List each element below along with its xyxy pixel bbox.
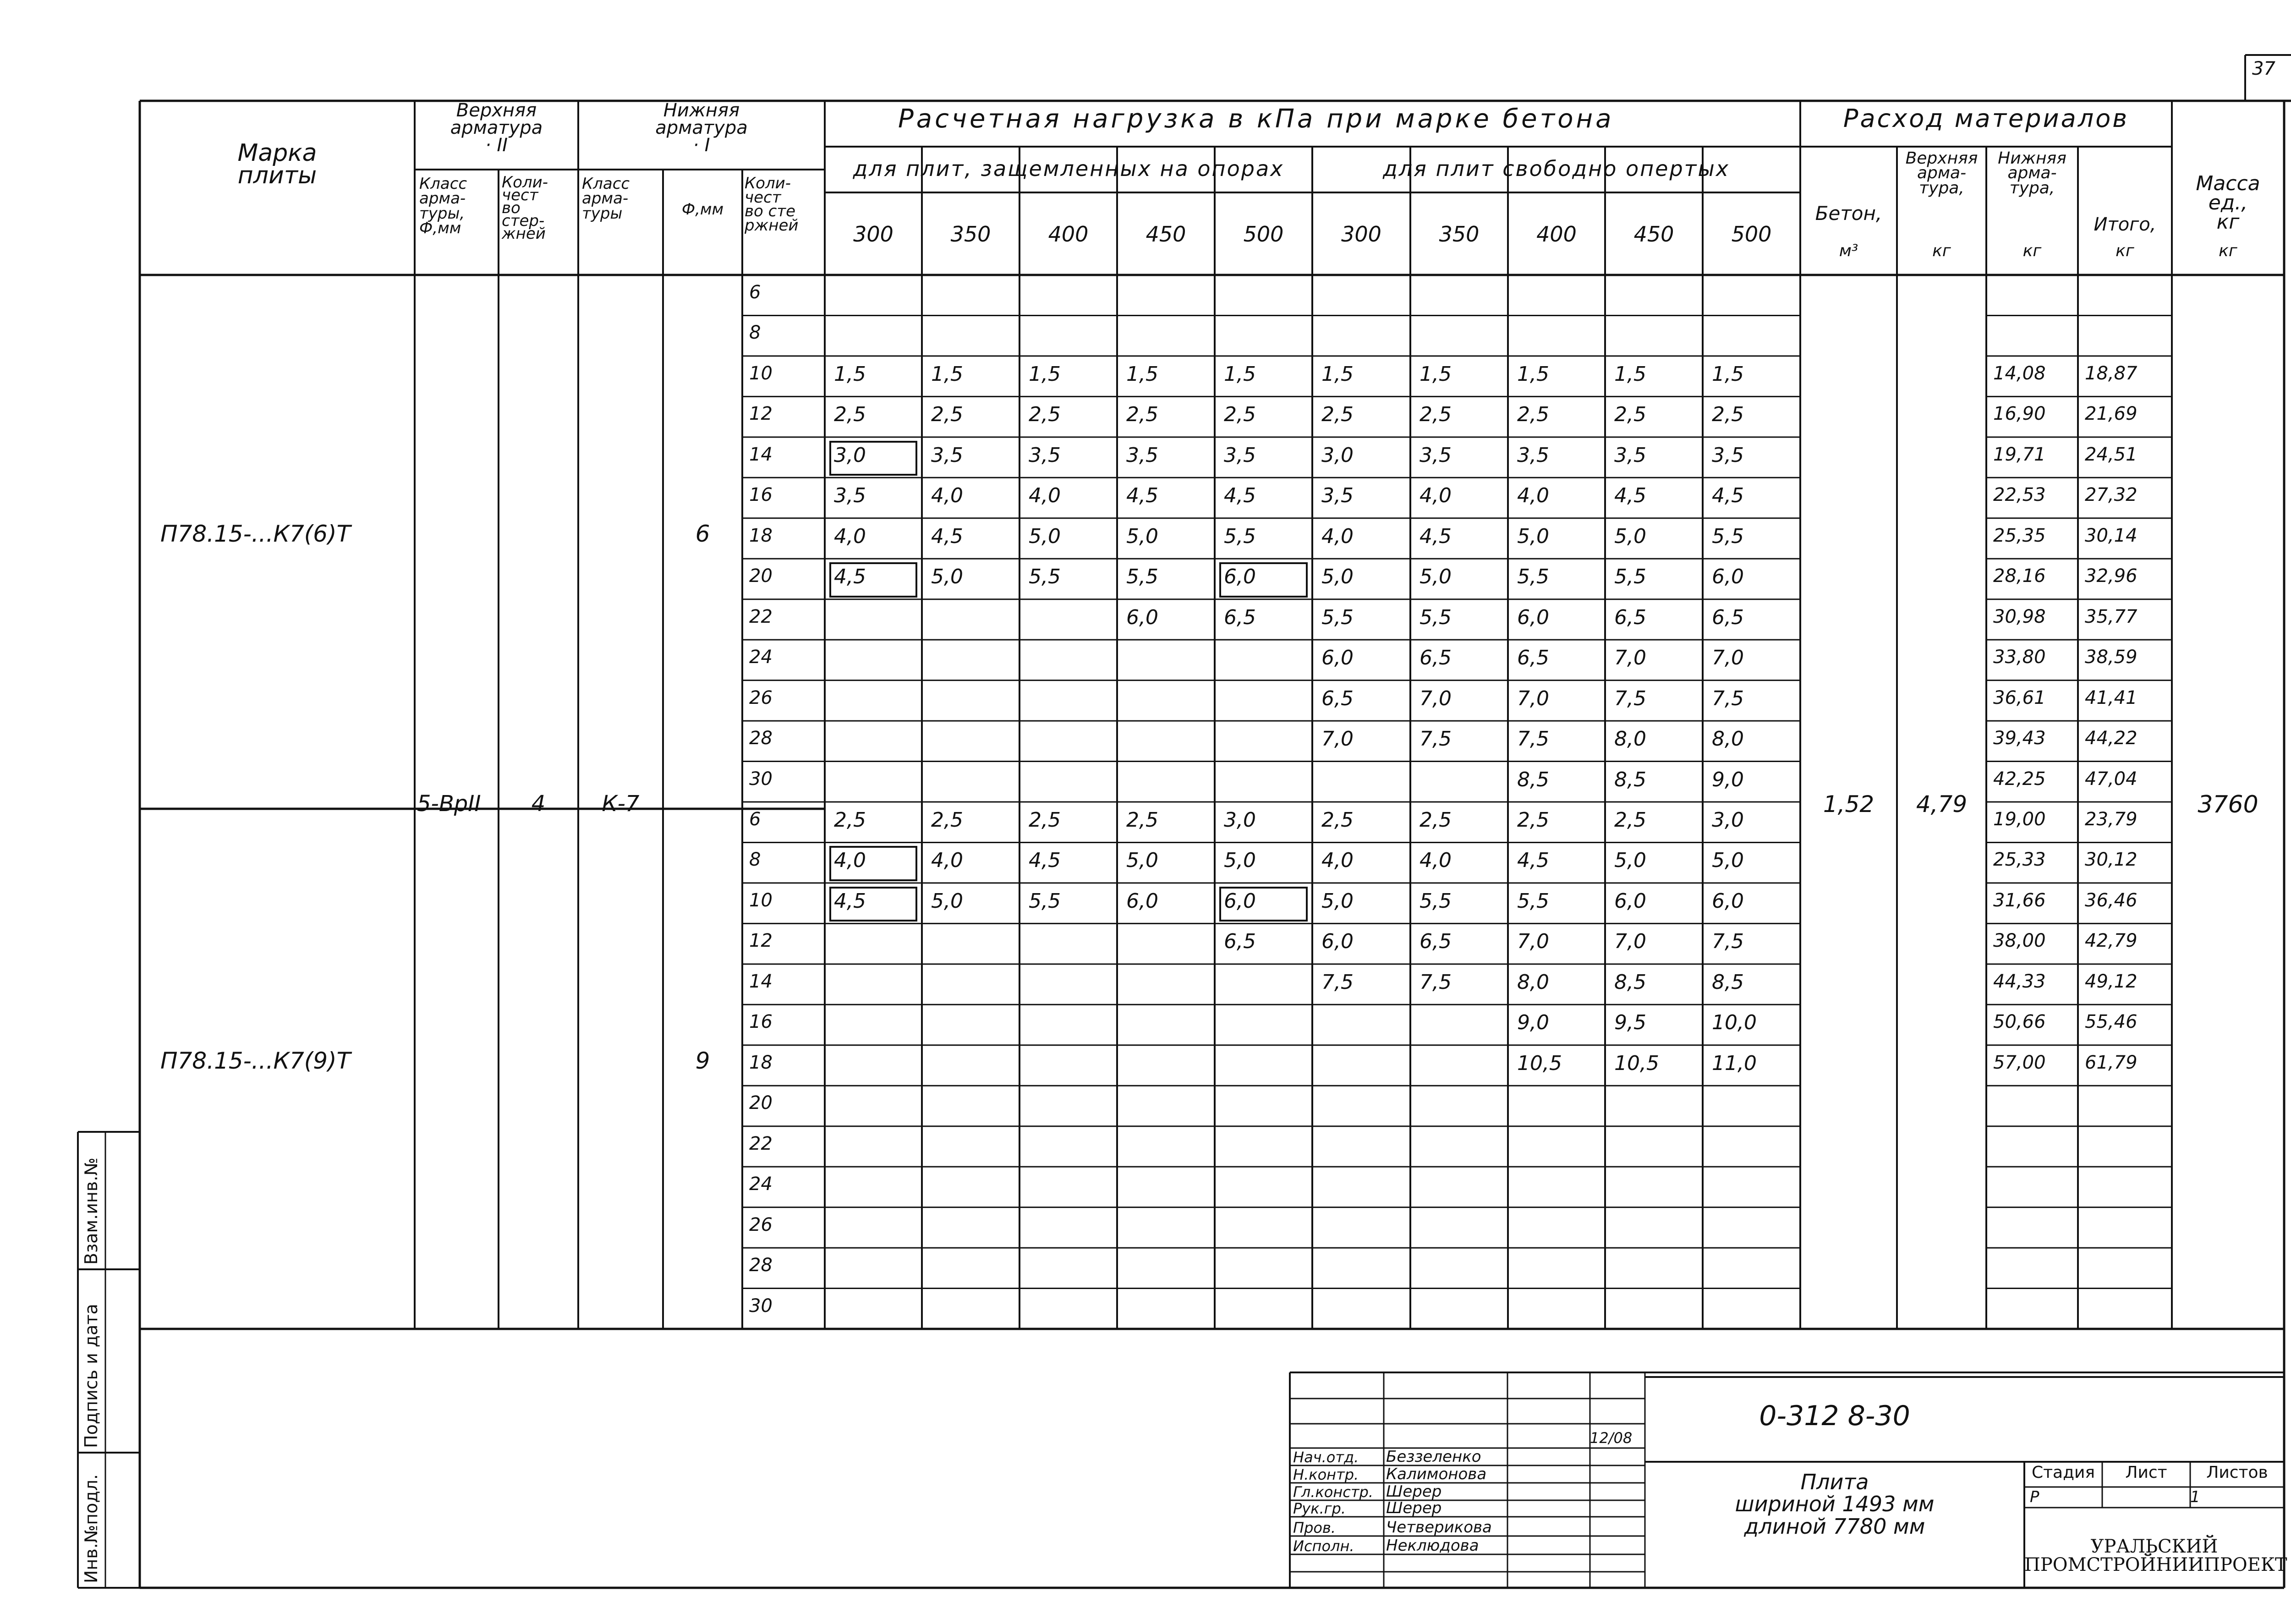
sheet-title: Плита шириной 1493 мм длиной 7780 мм (1735, 1470, 1935, 1539)
total-mass: 30,14 (2085, 525, 2138, 546)
load-value: 2,5 (1712, 403, 1744, 427)
free-header: для плит свободно опертых (1382, 156, 1730, 181)
load-value: 4,5 (1517, 849, 1549, 872)
load-value: 4,5 (1029, 849, 1061, 872)
sheets-label: Листов (2206, 1463, 2268, 1482)
load-value: 3,0 (1224, 808, 1256, 832)
load-value: 2,5 (1614, 403, 1646, 427)
rebar-count: 24 (749, 647, 773, 668)
load-value: 6,5 (1224, 605, 1256, 629)
load-value: 4,0 (931, 849, 963, 872)
total-mass: 18,87 (2085, 362, 2138, 384)
load-value: 1,5 (834, 362, 866, 386)
concrete-grade-350: 350 (1439, 222, 1480, 247)
bottom-mass: 30,98 (1993, 606, 2046, 627)
load-value: 6,0 (1517, 605, 1549, 629)
load-value: 9,5 (1614, 1011, 1646, 1035)
load-value: 5,5 (1517, 889, 1549, 913)
bottom-mass: 57,00 (1993, 1052, 2046, 1073)
load-value: 5,5 (1614, 565, 1646, 589)
load-value: 4,0 (1420, 849, 1452, 872)
load-value: 5,0 (931, 889, 963, 913)
load-value: 6,5 (1517, 646, 1549, 670)
bottom-class-value: К-7 (602, 791, 640, 817)
bottom-mass: 44,33 (1993, 971, 2046, 992)
load-value: 2,5 (834, 403, 866, 427)
role-2: Гл.констр. (1293, 1483, 1373, 1501)
rebar-count: 28 (749, 728, 773, 749)
load-value: 6,0 (1614, 889, 1646, 913)
role-1: Н.контр. (1293, 1466, 1359, 1483)
total-mass: 24,51 (2085, 444, 2138, 465)
rebar-count: 26 (749, 687, 773, 708)
concrete-grade-300: 300 (853, 222, 893, 247)
load-value: 2,5 (1420, 403, 1452, 427)
load-value: 7,0 (1517, 686, 1549, 710)
document-number: 0-312 8-30 (1759, 1400, 1910, 1432)
organization: УРАЛЬСКИЙ ПРОМСТРОЙНИИПРОЕКТ (2024, 1536, 2287, 1575)
top-mass-value: 4,79 (1916, 791, 1968, 817)
stamp-signature: Подпись и дата (81, 1304, 101, 1448)
load-value: 7,5 (1420, 727, 1452, 751)
load-value: 4,0 (1420, 484, 1452, 508)
concrete-grade-450: 450 (1146, 222, 1186, 247)
load-value: 6,5 (1420, 930, 1452, 954)
bottom-mass: 33,80 (1993, 647, 2046, 668)
rebar-count: 6 (749, 809, 761, 830)
load-value: 8,5 (1517, 768, 1549, 791)
load-value: 5,5 (1321, 605, 1354, 629)
rebar-count: 22 (749, 1133, 773, 1154)
load-value: 6,0 (1224, 565, 1256, 589)
load-value: 3,5 (1029, 443, 1061, 467)
highlight-box (1219, 562, 1308, 597)
signer-5: Неклюдова (1386, 1536, 1479, 1555)
load-value: 5,0 (1321, 565, 1354, 589)
load-value: 4,0 (834, 849, 866, 872)
load-value: 7,5 (1321, 970, 1354, 994)
load-value: 7,5 (1712, 686, 1744, 710)
top-class-value: 5-ВрII (417, 791, 481, 817)
highlight-box (829, 562, 917, 597)
bottom-mass: 22,53 (1993, 484, 2046, 506)
material-top-header: Верхняя арма- тура, (1905, 149, 1978, 198)
material-bottom-header: Нижняя арма- тура, (1998, 149, 2066, 198)
top-rebar-header: Верхняя арматура · II (450, 100, 543, 156)
load-value: 3,5 (1126, 443, 1158, 467)
load-value: 4,5 (1712, 484, 1744, 508)
clamped-header: для плит, защемленных на опорах (853, 156, 1284, 181)
load-value: 5,0 (1614, 524, 1646, 548)
load-value: 4,0 (834, 524, 866, 548)
bottom-mass: 42,25 (1993, 768, 2046, 790)
load-value: 4,5 (1126, 484, 1158, 508)
rebar-count: 12 (749, 403, 773, 425)
total-mass: 30,12 (2085, 849, 2138, 871)
top-class-header: Класс арма- туры, Ф,мм (419, 175, 467, 237)
bottom-mass: 14,08 (1993, 362, 2046, 384)
brand-label: П78.15-...К7(9)Т (160, 1047, 351, 1074)
load-value: 6,0 (1224, 889, 1256, 913)
concrete-grade-350: 350 (950, 222, 991, 247)
highlight-box (829, 441, 917, 476)
material-bottom-unit: кг (2022, 241, 2042, 260)
mass-value: 3760 (2198, 791, 2258, 818)
bottom-mass: 25,35 (1993, 525, 2046, 546)
load-value: 1,5 (1517, 362, 1549, 386)
load-value: 3,5 (1614, 443, 1646, 467)
load-value: 4,5 (931, 524, 963, 548)
load-value: 2,5 (931, 403, 963, 427)
load-value: 5,5 (1712, 524, 1744, 548)
rebar-count: 16 (749, 1011, 773, 1033)
bottom-mass: 28,16 (1993, 565, 2046, 587)
highlight-box (1219, 887, 1308, 922)
total-mass: 21,69 (2085, 403, 2138, 425)
rebar-count: 20 (749, 565, 773, 587)
load-value: 6,0 (1712, 565, 1744, 589)
load-value: 2,5 (1321, 403, 1354, 427)
bottom-mass: 19,00 (1993, 809, 2046, 830)
role-5: Исполн. (1293, 1537, 1354, 1555)
rebar-count: 18 (749, 1052, 773, 1073)
load-value: 1,5 (1614, 362, 1646, 386)
rebar-count: 30 (749, 768, 773, 790)
load-value: 1,5 (931, 362, 963, 386)
load-value: 2,5 (1029, 808, 1061, 832)
role-3: Рук.гр. (1293, 1500, 1346, 1517)
total-mass: 41,41 (2085, 687, 2138, 708)
page-number: 37 (2252, 58, 2275, 79)
highlight-box (829, 887, 917, 922)
load-value: 3,5 (1712, 443, 1744, 467)
rebar-count: 6 (749, 282, 761, 303)
load-value: 8,0 (1712, 727, 1744, 751)
rebar-count: 16 (749, 484, 773, 506)
load-value: 1,5 (1224, 362, 1256, 386)
load-value: 4,5 (834, 565, 866, 589)
bottom-diameter: 9 (695, 1047, 710, 1074)
load-value: 7,0 (1614, 930, 1646, 954)
load-value: 10,5 (1614, 1051, 1659, 1075)
load-value: 3,0 (1712, 808, 1744, 832)
load-value: 7,5 (1614, 686, 1646, 710)
rebar-count: 22 (749, 606, 773, 627)
rebar-count: 8 (749, 849, 761, 871)
load-value: 1,5 (1420, 362, 1452, 386)
rebar-count: 26 (749, 1214, 773, 1235)
load-value: 5,0 (1614, 849, 1646, 872)
signer-0: Беззеленко (1386, 1448, 1481, 1466)
load-value: 4,0 (1029, 484, 1061, 508)
load-value: 2,5 (1029, 403, 1061, 427)
bottom-mass: 25,33 (1993, 849, 2046, 871)
load-value: 7,5 (1712, 930, 1744, 954)
material-top-unit: кг (1932, 241, 1951, 260)
bottom-mass: 31,66 (1993, 889, 2046, 911)
load-value: 2,5 (931, 808, 963, 832)
load-value: 6,5 (1224, 930, 1256, 954)
concrete-grade-400: 400 (1536, 222, 1577, 247)
load-value: 2,5 (1517, 403, 1549, 427)
top-count-value: 4 (531, 791, 546, 817)
materials-header: Расход материалов (1843, 104, 2129, 133)
bottom-diameter-header: Ф,мм (681, 200, 724, 219)
load-value: 9,0 (1712, 768, 1744, 791)
bottom-rebar-header: Нижняя арматура · I (655, 100, 748, 156)
sheet-value: 1 (2190, 1488, 2200, 1506)
material-total-header: Итого, (2094, 214, 2156, 235)
load-value: 6,0 (1321, 930, 1354, 954)
load-value: 5,5 (1420, 605, 1452, 629)
rebar-count: 28 (749, 1255, 773, 1276)
load-value: 3,0 (1321, 443, 1354, 467)
mass-unit: кг (2219, 241, 2237, 260)
total-mass: 32,96 (2085, 565, 2138, 587)
load-value: 5,0 (1029, 524, 1061, 548)
top-count-header: Коли- чест во стер- жней (502, 173, 548, 243)
load-value: 4,5 (1614, 484, 1646, 508)
signer-1: Калимонова (1386, 1465, 1487, 1483)
load-value: 5,0 (1224, 849, 1256, 872)
load-value: 8,0 (1614, 727, 1646, 751)
concrete-header: Бетон, (1815, 202, 1882, 225)
rebar-count: 18 (749, 525, 773, 546)
load-value: 6,0 (1321, 646, 1354, 670)
brand-column-header: Марка плиты (237, 139, 317, 190)
concrete-grade-500: 500 (1731, 222, 1772, 247)
mass-header: Масса ед., кг (2196, 172, 2260, 234)
load-value: 3,5 (931, 443, 963, 467)
load-value: 5,5 (1029, 565, 1061, 589)
load-value: 6,5 (1712, 605, 1744, 629)
highlight-box (829, 846, 917, 881)
load-value: 5,5 (1126, 565, 1158, 589)
load-value: 2,5 (1517, 808, 1549, 832)
load-value: 5,5 (1420, 889, 1452, 913)
load-value: 7,0 (1321, 727, 1354, 751)
total-mass: 27,32 (2085, 484, 2138, 506)
load-value: 7,5 (1517, 727, 1549, 751)
rebar-count: 30 (749, 1295, 773, 1317)
load-value: 4,0 (931, 484, 963, 508)
load-value: 1,5 (1321, 362, 1354, 386)
bottom-mass: 50,66 (1993, 1011, 2046, 1033)
bottom-mass: 38,00 (1993, 930, 2046, 952)
load-value: 4,0 (1321, 524, 1354, 548)
load-value: 7,0 (1712, 646, 1744, 670)
load-value: 8,0 (1517, 970, 1549, 994)
load-value: 9,0 (1517, 1011, 1549, 1035)
concrete-grade-450: 450 (1633, 222, 1674, 247)
stamp-replace: Взам.инв.№ (81, 1158, 101, 1265)
load-value: 4,0 (1321, 849, 1354, 872)
load-value: 8,5 (1614, 970, 1646, 994)
rebar-count: 8 (749, 322, 761, 344)
load-value: 2,5 (1224, 403, 1256, 427)
total-mass: 35,77 (2085, 606, 2138, 627)
load-value: 6,0 (1126, 605, 1158, 629)
rebar-count: 10 (749, 889, 773, 911)
rebar-count: 24 (749, 1174, 773, 1195)
signer-2: Шерер (1386, 1482, 1442, 1501)
rebar-count: 12 (749, 930, 773, 952)
load-value: 3,5 (1224, 443, 1256, 467)
load-value: 2,5 (1614, 808, 1646, 832)
bottom-class-header: Класс арма- туры (582, 175, 630, 223)
concrete-grade-300: 300 (1341, 222, 1381, 247)
load-value: 10,5 (1517, 1051, 1562, 1075)
load-value: 6,5 (1420, 646, 1452, 670)
bottom-mass: 16,90 (1993, 403, 2046, 425)
load-value: 4,5 (834, 889, 866, 913)
load-value: 2,5 (1321, 808, 1354, 832)
brand-label: П78.15-...К7(6)Т (160, 520, 351, 547)
load-value: 11,0 (1712, 1051, 1757, 1075)
load-value: 4,5 (1420, 524, 1452, 548)
rebar-count: 10 (749, 362, 773, 384)
signer-4: Четверикова (1386, 1518, 1492, 1536)
load-value: 3,5 (1517, 443, 1549, 467)
total-mass: 23,79 (2085, 809, 2138, 830)
load-value: 6,5 (1321, 686, 1354, 710)
load-value: 6,0 (1126, 889, 1158, 913)
approval-date: 12/08 (1590, 1429, 1633, 1447)
load-value: 3,0 (834, 443, 866, 467)
load-value: 1,5 (1126, 362, 1158, 386)
load-value: 4,5 (1224, 484, 1256, 508)
load-value: 2,5 (1420, 808, 1452, 832)
total-mass: 44,22 (2085, 728, 2138, 749)
load-value: 5,5 (1517, 565, 1549, 589)
load-value: 1,5 (1712, 362, 1744, 386)
load-value: 6,5 (1614, 605, 1646, 629)
rebar-count: 14 (749, 971, 773, 992)
bottom-diameter: 6 (695, 520, 710, 547)
load-value: 7,0 (1614, 646, 1646, 670)
load-value: 5,0 (1321, 889, 1354, 913)
design-load-header: Расчетная нагрузка в кПа при марке бетона (898, 104, 1614, 134)
bottom-mass: 19,71 (1993, 444, 2046, 465)
load-value: 4,0 (1517, 484, 1549, 508)
sheet-label: Лист (2125, 1463, 2167, 1482)
load-value: 3,5 (1321, 484, 1354, 508)
bottom-count-header: Коли- чест во сте ржней (745, 174, 799, 235)
load-value: 5,0 (1126, 524, 1158, 548)
concrete-value: 1,52 (1823, 791, 1874, 817)
load-value: 1,5 (1029, 362, 1061, 386)
total-mass: 61,79 (2085, 1052, 2138, 1073)
stamp-inventory: Инв.№подл. (81, 1474, 101, 1583)
load-value: 7,5 (1420, 970, 1452, 994)
material-total-unit: кг (2116, 241, 2134, 260)
load-value: 7,0 (1517, 930, 1549, 954)
load-value: 3,5 (834, 484, 866, 508)
signer-3: Шерер (1386, 1499, 1442, 1517)
role-4: Пров. (1293, 1519, 1336, 1536)
total-mass: 42,79 (2085, 930, 2138, 952)
load-value: 10,0 (1712, 1011, 1757, 1035)
rebar-count: 20 (749, 1092, 773, 1114)
load-value: 2,5 (1126, 403, 1158, 427)
total-mass: 36,46 (2085, 889, 2138, 911)
load-value: 5,0 (1126, 849, 1158, 872)
load-value: 5,0 (1712, 849, 1744, 872)
stage-label: Стадия (2031, 1463, 2095, 1482)
total-mass: 49,12 (2085, 971, 2138, 992)
concrete-unit: м³ (1839, 241, 1858, 260)
rebar-count: 14 (749, 444, 773, 465)
load-value: 8,5 (1712, 970, 1744, 994)
load-value: 8,5 (1614, 768, 1646, 791)
load-value: 5,5 (1224, 524, 1256, 548)
total-mass: 55,46 (2085, 1011, 2138, 1033)
load-value: 6,0 (1712, 889, 1744, 913)
load-value: 7,0 (1420, 686, 1452, 710)
bottom-mass: 39,43 (1993, 728, 2046, 749)
load-value: 2,5 (1126, 808, 1158, 832)
total-mass: 47,04 (2085, 768, 2138, 790)
concrete-grade-400: 400 (1048, 222, 1089, 247)
total-mass: 38,59 (2085, 647, 2138, 668)
load-value: 5,5 (1029, 889, 1061, 913)
load-value: 5,0 (1420, 565, 1452, 589)
bottom-mass: 36,61 (1993, 687, 2046, 708)
load-value: 2,5 (834, 808, 866, 832)
stage-value: Р (2030, 1488, 2039, 1506)
load-value: 3,5 (1420, 443, 1452, 467)
role-0: Нач.отд. (1293, 1448, 1359, 1466)
load-value: 5,0 (1517, 524, 1549, 548)
concrete-grade-500: 500 (1243, 222, 1284, 247)
load-value: 5,0 (931, 565, 963, 589)
